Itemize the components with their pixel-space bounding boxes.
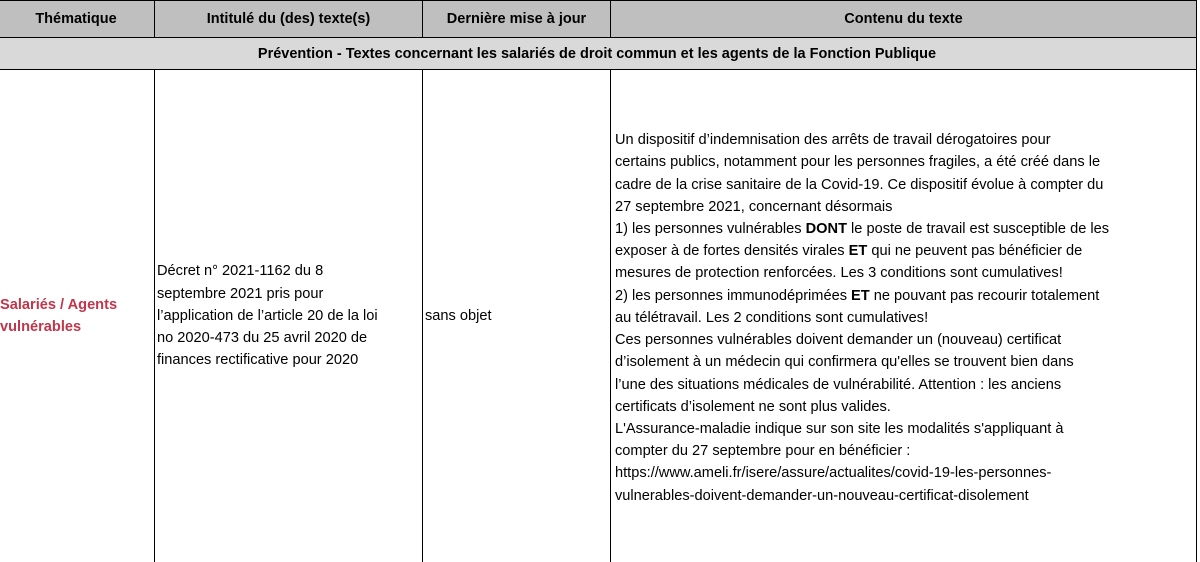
content-text: 1) les personnes vulnérables xyxy=(615,221,806,238)
content-line xyxy=(615,240,1190,262)
content-text: l’une des situations médicales de vulnérabilité. Attention : les anciens xyxy=(615,376,1062,393)
theme-line: Salariés / Agents xyxy=(0,296,118,313)
content-line xyxy=(615,129,1190,151)
content-text: vulnerables-doivent-demander-un-nouveau-certificat-disolement xyxy=(615,487,1029,504)
legal-text-line: septembre 2021 pris pour xyxy=(157,285,324,302)
legal-text-line: l’application de l’article 20 de la loi xyxy=(157,307,378,324)
header-row xyxy=(0,1,1197,38)
content-line xyxy=(615,218,1190,240)
content-line xyxy=(615,485,1190,507)
theme-line: vulnérables xyxy=(0,319,82,335)
content-emphasis: ET xyxy=(848,243,868,260)
header-cell-intitule[interactable]: Intitulé du (des) texte(s) xyxy=(155,1,423,38)
content-text: exposer à de fortes densités virales xyxy=(615,243,849,260)
content-line xyxy=(615,307,1190,329)
section-title-cell[interactable]: Prévention - Textes concernant les salariés de droit commun et les agents de la Fonction Publique xyxy=(0,38,1197,70)
content-emphasis: DONT xyxy=(805,221,847,238)
table-row xyxy=(0,70,1197,562)
content-text: certains publics, notamment pour les personnes fragiles, a été créé dans le xyxy=(615,154,1101,171)
content-line xyxy=(615,418,1190,440)
legal-text-line: no 2020-473 du 25 avril 2020 de xyxy=(157,330,368,347)
content-text: le poste de travail est susceptible de les xyxy=(847,221,1110,238)
theme-cell[interactable] xyxy=(0,70,155,562)
content-text: compter du 27 septembre pour en bénéficier : xyxy=(615,443,911,460)
content-line xyxy=(615,462,1190,484)
content-text: L'Assurance-maladie indique sur son site les modalités s'appliquant à xyxy=(615,420,1064,437)
content-line xyxy=(615,174,1190,196)
legal-text-cell[interactable] xyxy=(155,70,423,562)
content-line xyxy=(615,351,1190,373)
content-text: https://www.ameli.fr/isere/assure/actualites/covid-19-les-personnes- xyxy=(615,465,1052,482)
content-line xyxy=(615,396,1190,418)
content-line xyxy=(615,151,1190,173)
content-text: cadre de la crise sanitaire de la Covid-19. Ce dispositif évolue à compter du xyxy=(615,176,1104,193)
content-text: Ces personnes vulnérables doivent demander un (nouveau) certificat xyxy=(615,332,1062,349)
content-line xyxy=(615,440,1190,462)
legal-text-line: Décret n° 2021-1162 du 8 xyxy=(157,263,324,280)
header-cell-contenu[interactable]: Contenu du texte xyxy=(611,1,1197,38)
last-update-cell[interactable] xyxy=(423,70,611,562)
content-text: ne pouvant pas recourir totalement xyxy=(869,287,1100,304)
content-text: 27 septembre 2021, concernant désormais xyxy=(615,198,893,215)
content-line xyxy=(615,262,1190,284)
header-cell-thematique[interactable]: Thématique xyxy=(0,1,155,38)
content-text: certificats d’isolement ne sont plus valides. xyxy=(615,398,891,415)
content-emphasis: ET xyxy=(851,287,870,304)
content-text: au télétravail. Les 2 conditions sont cumulatives! xyxy=(615,309,929,326)
header-cell-derniere-mise-a-jour[interactable]: Dernière mise à jour xyxy=(423,1,611,38)
content-line xyxy=(615,329,1190,351)
section-row xyxy=(0,38,1197,70)
content-text: d’isolement à un médecin qui confirmera qu'elles se trouvent bien dans xyxy=(615,354,1074,371)
content-text: 2) les personnes immunodéprimées xyxy=(615,287,852,304)
content-line xyxy=(615,196,1190,218)
content-text: mesures de protection renforcées. Les 3 conditions sont cumulatives! xyxy=(615,265,1063,282)
content-line xyxy=(615,374,1190,396)
last-update-value: sans objet xyxy=(425,307,492,324)
content-text: Un dispositif d’indemnisation des arrêts de travail dérogatoires pour xyxy=(615,132,1051,149)
content-text-block xyxy=(615,129,1190,506)
content-line xyxy=(615,285,1190,307)
legal-text-line: finances rectificative pour 2020 xyxy=(157,352,359,369)
content-cell[interactable] xyxy=(611,70,1197,562)
content-text: qui ne peuvent pas bénéficier de xyxy=(867,243,1083,260)
